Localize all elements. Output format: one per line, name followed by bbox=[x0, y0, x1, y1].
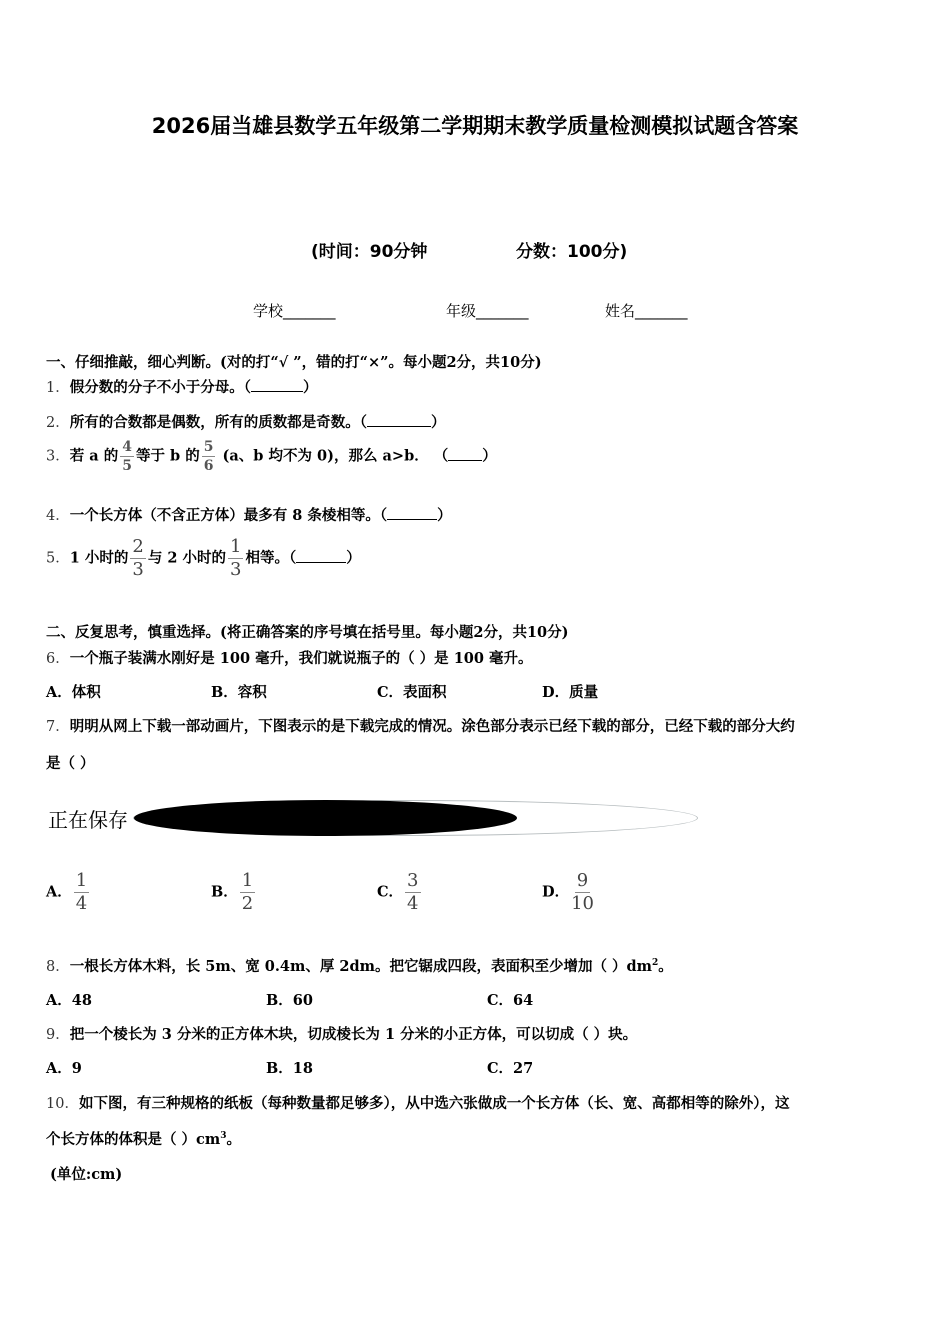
name-field[interactable]: 姓名_______ bbox=[605, 302, 688, 320]
q7-option-d[interactable]: D． $\frac{9}{10}$ bbox=[542, 870, 594, 914]
question-10-line2: 个长方体的体积是（ ）$cm^3$。 bbox=[46, 1131, 241, 1148]
question-4: 4．一个长方体（不含正方体）最多有 8 条棱相等。（ ） bbox=[46, 507, 452, 524]
q8-option-b[interactable]: B．60 bbox=[266, 992, 313, 1009]
q6-option-b[interactable]: B．容积 bbox=[211, 684, 267, 701]
q7-option-c[interactable]: C． $\frac{3}{4}$ bbox=[377, 870, 419, 914]
total-score: 分数：100分) bbox=[516, 242, 628, 262]
fraction-1-3: $\frac{1}{3}$ bbox=[230, 536, 242, 580]
q9-option-a[interactable]: A．9 bbox=[46, 1060, 82, 1077]
q7-option-a[interactable]: A． $\frac{1}{4}$ bbox=[46, 870, 88, 914]
answer-blank-1[interactable] bbox=[251, 377, 303, 392]
q9-option-b[interactable]: B．18 bbox=[266, 1060, 313, 1077]
question-2: 2．所有的合数都是偶数，所有的质数都是奇数。（ ） bbox=[46, 414, 446, 431]
question-8: 8．一根长方体木料，长 5m、宽 0.4m、厚 2dm。把它锯成四段，表面积至少增加（ ）$dm^2$。 bbox=[46, 958, 673, 975]
answer-blank-2[interactable] bbox=[367, 412, 431, 427]
time-limit: (时间：90分钟 bbox=[311, 242, 428, 262]
fraction-5-6: $\frac{5}{6}$ bbox=[203, 439, 214, 474]
question-10-line1: 10．如下图，有三种规格的纸板（每种数量都足够多），从中选六张做成一个长方体（长、宽、高都相等的除外），这 bbox=[46, 1095, 790, 1112]
question-3: 3．若 a 的 $\frac{4}{5}$ 等于 b 的 $\frac{5}{6}$ (a、b 均不为 0)，那么 a>b． （ ） bbox=[46, 439, 497, 474]
answer-blank-3[interactable] bbox=[448, 446, 482, 461]
q6-option-d[interactable]: D．质量 bbox=[542, 684, 599, 701]
page-title: 2026届当雄县数学五年级第二学期期末教学质量检测模拟试题含答案 bbox=[151, 114, 799, 138]
q6-option-a[interactable]: A．体积 bbox=[46, 684, 101, 701]
question-7-line1: 7．明明从网上下载一部动画片，下图表示的是下载完成的情况。涂色部分表示已经下载的部分，已经下载的部分大约 bbox=[46, 718, 795, 735]
q8-option-a[interactable]: A．48 bbox=[46, 992, 92, 1009]
question-7-line2: 是（ ） bbox=[46, 755, 95, 772]
q8-option-c[interactable]: C．64 bbox=[487, 992, 534, 1009]
question-5: 5．1 小时的 $\frac{2}{3}$ 与 2 小时的 $\frac{1}{3}$ 相等。（ ） bbox=[46, 536, 361, 580]
unit-note: (单位:cm) bbox=[50, 1166, 123, 1183]
progress-bar-fill bbox=[134, 800, 517, 836]
q7-option-b[interactable]: B． $\frac{1}{2}$ bbox=[211, 870, 254, 914]
school-field[interactable]: 学校_______ bbox=[253, 302, 336, 320]
answer-blank-4[interactable] bbox=[387, 505, 437, 520]
grade-field[interactable]: 年级_______ bbox=[446, 302, 529, 320]
answer-blank-5[interactable] bbox=[296, 548, 346, 563]
fraction-4-5: $\frac{4}{5}$ bbox=[122, 439, 132, 474]
section1-heading: 一、仔细推敲，细心判断。(对的打“√ ”，错的打“×”。每小题2分，共10分) bbox=[46, 354, 542, 371]
question-9: 9．把一个棱长为 3 分米的正方体木块，切成棱长为 1 分米的小正方体，可以切成（ ）块。 bbox=[46, 1026, 638, 1043]
section2-heading: 二、反复思考，慎重选择。(将正确答案的序号填在括号里。每小题2分，共10分) bbox=[46, 624, 569, 641]
q6-option-c[interactable]: C．表面积 bbox=[377, 684, 447, 701]
question-1: 1．假分数的分子不小于分母。（ ） bbox=[46, 379, 318, 396]
progress-label: 正在保存 bbox=[48, 808, 128, 832]
fraction-2-3: $\frac{2}{3}$ bbox=[132, 536, 144, 580]
q9-option-c[interactable]: C．27 bbox=[487, 1060, 534, 1077]
question-6: 6．一个瓶子装满水刚好是 100 毫升，我们就说瓶子的（ ）是 100 毫升。 bbox=[46, 650, 533, 667]
